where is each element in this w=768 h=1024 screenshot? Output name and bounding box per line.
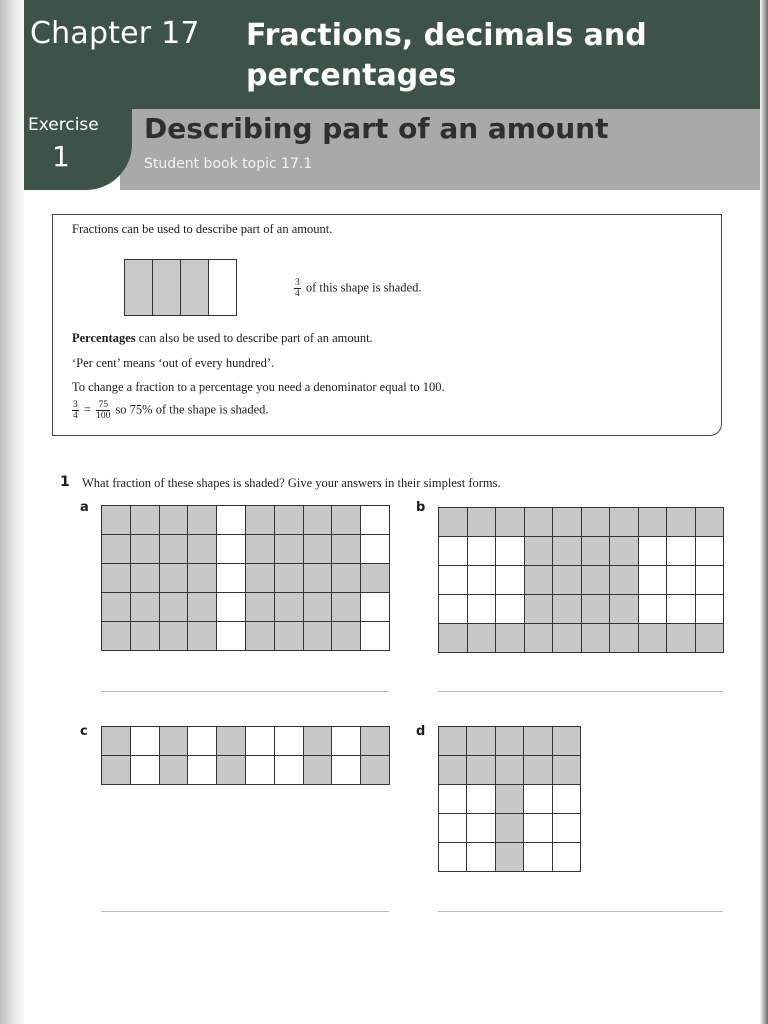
unshaded-cell	[639, 595, 668, 624]
unshaded-cell	[468, 595, 497, 624]
unshaded-cell	[439, 595, 468, 624]
unshaded-cell	[496, 595, 525, 624]
unshaded-cell	[524, 785, 552, 814]
shaded-cell	[304, 727, 333, 756]
unshaded-cell	[639, 566, 668, 595]
shaded-cell	[696, 624, 725, 653]
shaded-cell	[275, 593, 304, 622]
shaded-cell	[553, 756, 581, 785]
shaded-cell	[217, 727, 246, 756]
shaded-cell	[525, 624, 554, 653]
shaded-cell	[275, 564, 304, 593]
shaded-cell	[181, 260, 209, 315]
unshaded-cell	[361, 622, 390, 651]
equation-line	[70, 400, 269, 421]
unshaded-cell	[332, 727, 361, 756]
shaded-cell	[524, 727, 552, 756]
page-gutter	[0, 0, 24, 1024]
shaded-cell	[304, 506, 333, 535]
unshaded-cell	[361, 506, 390, 535]
fraction-denominator: 4	[73, 411, 78, 421]
shaded-cell	[496, 624, 525, 653]
shaded-cell	[217, 756, 246, 785]
eq-fraction-2	[96, 400, 110, 421]
shaded-cell	[610, 537, 639, 566]
eq-fraction-1	[72, 400, 79, 421]
shaded-cell	[553, 624, 582, 653]
percent-line	[72, 331, 373, 346]
shaded-cell	[582, 624, 611, 653]
shaded-cell	[160, 593, 189, 622]
unshaded-cell	[439, 843, 467, 872]
shaded-cell	[553, 595, 582, 624]
exercise-word: Exercise	[28, 115, 99, 135]
unshaded-cell	[332, 756, 361, 785]
shaded-cell	[332, 535, 361, 564]
shaded-cell	[496, 785, 524, 814]
shaded-cell	[639, 624, 668, 653]
unshaded-cell	[667, 566, 696, 595]
shaded-cell	[553, 727, 581, 756]
shaded-cell	[246, 622, 275, 651]
shaded-cell	[525, 595, 554, 624]
unshaded-cell	[467, 843, 495, 872]
eq-sign: =	[83, 402, 91, 417]
fraction-numerator: 3	[295, 278, 300, 288]
shaded-cell	[553, 537, 582, 566]
shaded-cell	[125, 260, 153, 315]
shaded-cell	[160, 622, 189, 651]
unshaded-cell	[553, 843, 581, 872]
answer-line-a[interactable]	[101, 691, 389, 692]
answer-line-c[interactable]	[101, 911, 389, 912]
exercise-number: 1	[52, 140, 70, 173]
unshaded-cell	[131, 756, 160, 785]
shaded-cell	[361, 756, 390, 785]
shaded-cell	[639, 508, 668, 537]
shaded-cell	[468, 624, 497, 653]
shaded-cell	[332, 506, 361, 535]
shaded-cell	[582, 595, 611, 624]
shaded-cell	[102, 593, 131, 622]
shaded-cell	[332, 593, 361, 622]
unshaded-cell	[217, 506, 246, 535]
unshaded-cell	[496, 537, 525, 566]
shape-grid-a	[101, 505, 390, 651]
shaded-cell	[496, 814, 524, 843]
unshaded-cell	[246, 756, 275, 785]
shaded-cell	[246, 506, 275, 535]
shaded-cell	[467, 756, 495, 785]
unshaded-cell	[361, 535, 390, 564]
part-label-c: c	[80, 724, 88, 739]
shape-grid-b	[438, 507, 724, 653]
unshaded-cell	[131, 727, 160, 756]
shaded-cell	[582, 566, 611, 595]
shaded-cell	[160, 727, 189, 756]
topic-title: Describing part of an amount	[144, 112, 609, 145]
shaded-cell	[610, 595, 639, 624]
shaded-cell	[153, 260, 181, 315]
shaded-cell	[160, 564, 189, 593]
unshaded-cell	[217, 622, 246, 651]
shaded-cell	[496, 843, 524, 872]
shaded-cell	[304, 564, 333, 593]
unshaded-cell	[696, 537, 725, 566]
shaded-cell	[361, 564, 390, 593]
unshaded-cell	[696, 566, 725, 595]
chapter-label: Chapter 17	[30, 16, 200, 51]
unshaded-cell	[639, 537, 668, 566]
unshaded-cell	[439, 814, 467, 843]
shaded-cell	[188, 593, 217, 622]
unshaded-cell	[467, 814, 495, 843]
change-line: To change a fraction to a percentage you need a denominator equal to 100.	[72, 380, 445, 394]
unshaded-cell	[188, 727, 217, 756]
shaded-cell	[582, 537, 611, 566]
shaded-cell	[332, 622, 361, 651]
shaded-cell	[439, 508, 468, 537]
part-label-a: a	[80, 500, 89, 515]
unshaded-cell	[468, 566, 497, 595]
answer-line-b[interactable]	[438, 691, 723, 692]
unshaded-cell	[217, 593, 246, 622]
unshaded-cell	[439, 566, 468, 595]
shaded-cell	[667, 624, 696, 653]
shaded-cell	[160, 756, 189, 785]
answer-line-d[interactable]	[438, 911, 723, 912]
unshaded-cell	[667, 537, 696, 566]
shaded-cell	[439, 756, 467, 785]
shaded-cell	[160, 506, 189, 535]
shaded-cell	[496, 508, 525, 537]
shaded-cell	[467, 727, 495, 756]
shaded-cell	[525, 566, 554, 595]
shaded-cell	[667, 508, 696, 537]
unshaded-cell	[275, 756, 304, 785]
unshaded-cell	[468, 537, 497, 566]
example-caption-line	[292, 278, 421, 299]
shaded-cell	[246, 535, 275, 564]
per-cent-line: ‘Per cent’ means ‘out of every hundred’.	[72, 356, 275, 370]
shaded-cell	[131, 622, 160, 651]
example-fraction	[294, 278, 301, 299]
shaded-cell	[524, 756, 552, 785]
chapter-title: Fractions, decimals and percentages	[246, 18, 647, 93]
unshaded-cell	[696, 595, 725, 624]
shaded-cell	[439, 624, 468, 653]
shaded-cell	[361, 727, 390, 756]
shape-grid-d	[438, 726, 581, 872]
shaded-cell	[188, 535, 217, 564]
part-label-b: b	[416, 500, 426, 515]
shaded-cell	[553, 508, 582, 537]
fraction-denominator: 4	[295, 289, 300, 299]
unshaded-cell	[439, 785, 467, 814]
shaded-cell	[131, 593, 160, 622]
shaded-cell	[610, 566, 639, 595]
unshaded-cell	[361, 593, 390, 622]
unshaded-cell	[209, 260, 236, 315]
example-caption: of this shape is shaded.	[305, 280, 422, 295]
shaded-cell	[246, 564, 275, 593]
shaded-cell	[275, 535, 304, 564]
topic-subtitle: Student book topic 17.1	[144, 156, 313, 172]
shaded-cell	[275, 506, 304, 535]
shaded-cell	[468, 508, 497, 537]
info-intro: Fractions can be used to describe part of an amount.	[72, 222, 333, 236]
unshaded-cell	[496, 566, 525, 595]
shaded-cell	[102, 727, 131, 756]
shape-grid-c	[101, 726, 390, 785]
shaded-cell	[610, 508, 639, 537]
shaded-cell	[553, 566, 582, 595]
shaded-cell	[102, 506, 131, 535]
shaded-cell	[610, 624, 639, 653]
page-edge	[760, 0, 768, 1024]
shaded-cell	[131, 506, 160, 535]
shaded-cell	[188, 622, 217, 651]
fraction-numerator: 3	[73, 400, 78, 410]
shaded-cell	[304, 756, 333, 785]
unshaded-cell	[275, 727, 304, 756]
unshaded-cell	[188, 756, 217, 785]
unshaded-cell	[217, 535, 246, 564]
unshaded-cell	[667, 595, 696, 624]
percent-bold: Percentages	[72, 331, 136, 345]
shaded-cell	[188, 564, 217, 593]
example-shape	[124, 259, 237, 316]
unshaded-cell	[553, 785, 581, 814]
shaded-cell	[102, 535, 131, 564]
shaded-cell	[102, 622, 131, 651]
shaded-cell	[496, 727, 524, 756]
shaded-cell	[582, 508, 611, 537]
shaded-cell	[439, 727, 467, 756]
fraction-denominator: 100	[96, 411, 111, 421]
percent-rest: can also be used to describe part of an amount.	[138, 331, 373, 345]
part-label-d: d	[416, 724, 426, 739]
unshaded-cell	[553, 814, 581, 843]
shaded-cell	[696, 508, 725, 537]
shaded-cell	[188, 506, 217, 535]
shaded-cell	[131, 564, 160, 593]
unshaded-cell	[524, 814, 552, 843]
shaded-cell	[131, 535, 160, 564]
unshaded-cell	[467, 785, 495, 814]
fraction-numerator: 75	[96, 400, 110, 411]
shaded-cell	[332, 564, 361, 593]
shaded-cell	[525, 537, 554, 566]
shaded-cell	[102, 756, 131, 785]
shaded-cell	[246, 593, 275, 622]
shaded-cell	[525, 508, 554, 537]
shaded-cell	[102, 564, 131, 593]
shaded-cell	[496, 756, 524, 785]
unshaded-cell	[439, 537, 468, 566]
eq-tail: so 75% of the shape is shaded.	[115, 402, 269, 417]
question-text: What fraction of these shapes is shaded? Give your answers in their simplest forms.	[82, 476, 501, 490]
unshaded-cell	[524, 843, 552, 872]
unshaded-cell	[217, 564, 246, 593]
shaded-cell	[304, 622, 333, 651]
shaded-cell	[304, 535, 333, 564]
shaded-cell	[304, 593, 333, 622]
unshaded-cell	[246, 727, 275, 756]
shaded-cell	[275, 622, 304, 651]
question-number: 1	[60, 474, 70, 490]
shaded-cell	[160, 535, 189, 564]
